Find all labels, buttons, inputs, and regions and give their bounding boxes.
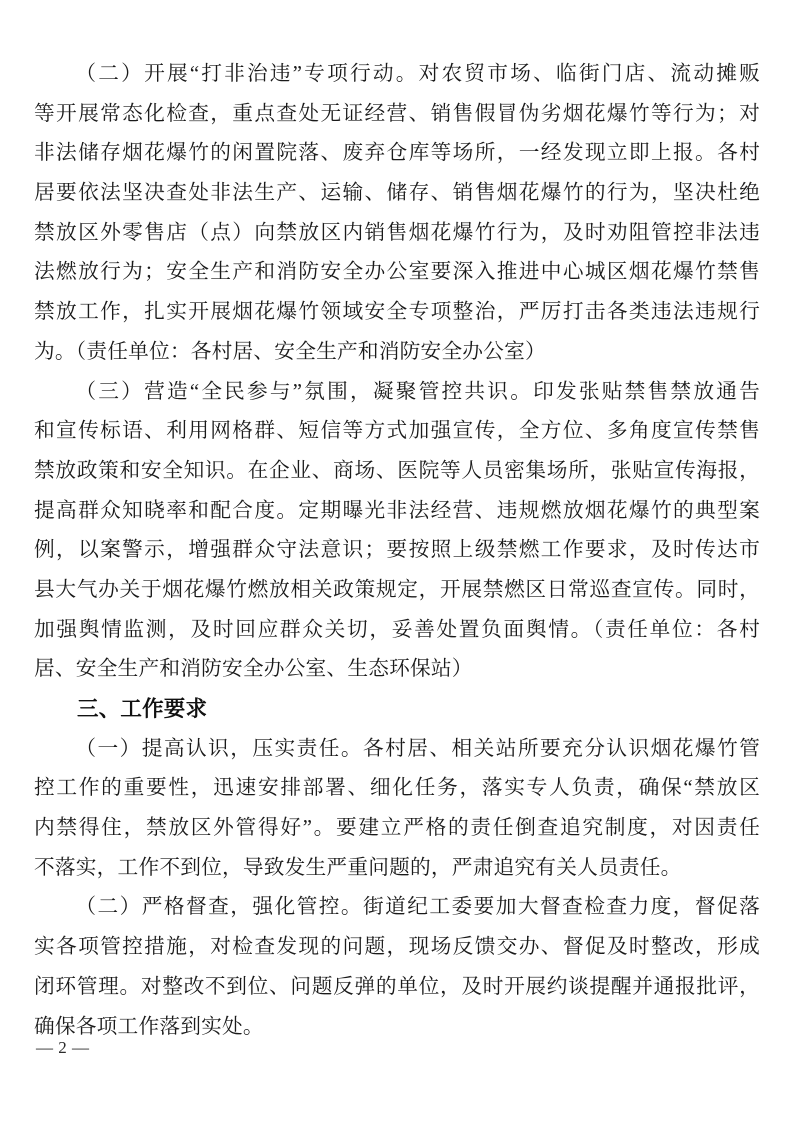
text-line: 县大气办关于烟花爆竹燃放相关政策规定，开展禁燃区日常巡查宣传。同时， <box>34 578 760 601</box>
text-line: 提高群众知晓率和配合度。定期曝光非法经营、违规燃放烟花爆竹的典型案 <box>34 499 760 522</box>
text-line: 禁放政策和安全知识。在企业、商场、医院等人员密集场所，张贴宣传海报， <box>34 459 760 482</box>
text-line: （三）营造“全民参与”氛围，凝聚管控共识。印发张贴禁售禁放通告 <box>75 380 760 403</box>
text-line: 闭环管理。对整改不到位、问题反弹的单位，及时开展约谈提醒并通报批评， <box>34 975 760 998</box>
text-line: 不落实，工作不到位，导致发生严重问题的，严肃追究有关人员责任。 <box>34 856 682 879</box>
text-line: 禁放工作，扎实开展烟花爆竹领域安全专项整治，严厉打击各类违法违规行 <box>34 301 760 324</box>
paragraph <box>34 55 760 373</box>
text-line: 禁放区外零售店（点）向禁放区内销售烟花爆竹行为，及时劝阻管控非法违 <box>34 221 760 244</box>
text-line: 例，以案警示，增强群众守法意识；要按照上级禁燃工作要求，及时传达市 <box>34 539 760 562</box>
paragraph <box>34 730 760 889</box>
section-heading <box>34 690 760 730</box>
text-line: （二）开展“打非治违”专项行动。对农贸市场、临街门店、流动摊贩 <box>75 63 760 85</box>
document-body <box>34 55 760 1047</box>
text-line: 等开展常态化检查，重点查处无证经营、销售假冒伪劣烟花爆竹等行为；对 <box>34 102 760 125</box>
text-line: 确保各项工作落到实处。 <box>34 1015 264 1038</box>
page-number: — 2 — <box>36 1038 90 1057</box>
text-line: 和宣传标语、利用网格群、短信等方式加强宣传，全方位、多角度宣传禁售 <box>34 420 760 443</box>
text-line: 控工作的重要性，迅速安排部署、细化任务，落实专人负责，确保“禁放区 <box>34 777 760 800</box>
text-line: 为。（责任单位：各村居、安全生产和消防安全办公室） <box>34 340 546 363</box>
text-line: 内禁得住，禁放区外管得好”。要建立严格的责任倒查追究制度，对因责任 <box>34 817 760 840</box>
text-line: 居要依法坚决查处非法生产、运输、储存、销售烟花爆竹的行为，坚决杜绝 <box>34 182 760 205</box>
paragraph <box>34 888 760 1047</box>
text-line: 非法储存烟花爆竹的闲置院落、废弃仓库等场所，一经发现立即上报。各村 <box>34 142 760 165</box>
text-line: 实各项管控措施，对检查发现的问题，现场反馈交办、督促及时整改，形成 <box>34 936 760 959</box>
text-line: （一）提高认识，压实责任。各村居、相关站所要充分认识烟花爆竹管 <box>75 737 760 760</box>
text-line: 三、工作要求 <box>77 697 208 721</box>
text-line: （二）严格督查，强化管控。街道纪工委要加大督查检查力度，督促落 <box>75 896 760 919</box>
text-line: 居、安全生产和消防安全办公室、生态环保站） <box>34 658 473 681</box>
text-line: 法燃放行为；安全生产和消防安全办公室要深入推进中心城区烟花爆竹禁售 <box>34 261 760 284</box>
paragraph <box>34 373 760 691</box>
text-line: 加强舆情监测，及时回应群众关切，妥善处置负面舆情。（责任单位：各村 <box>34 618 760 641</box>
